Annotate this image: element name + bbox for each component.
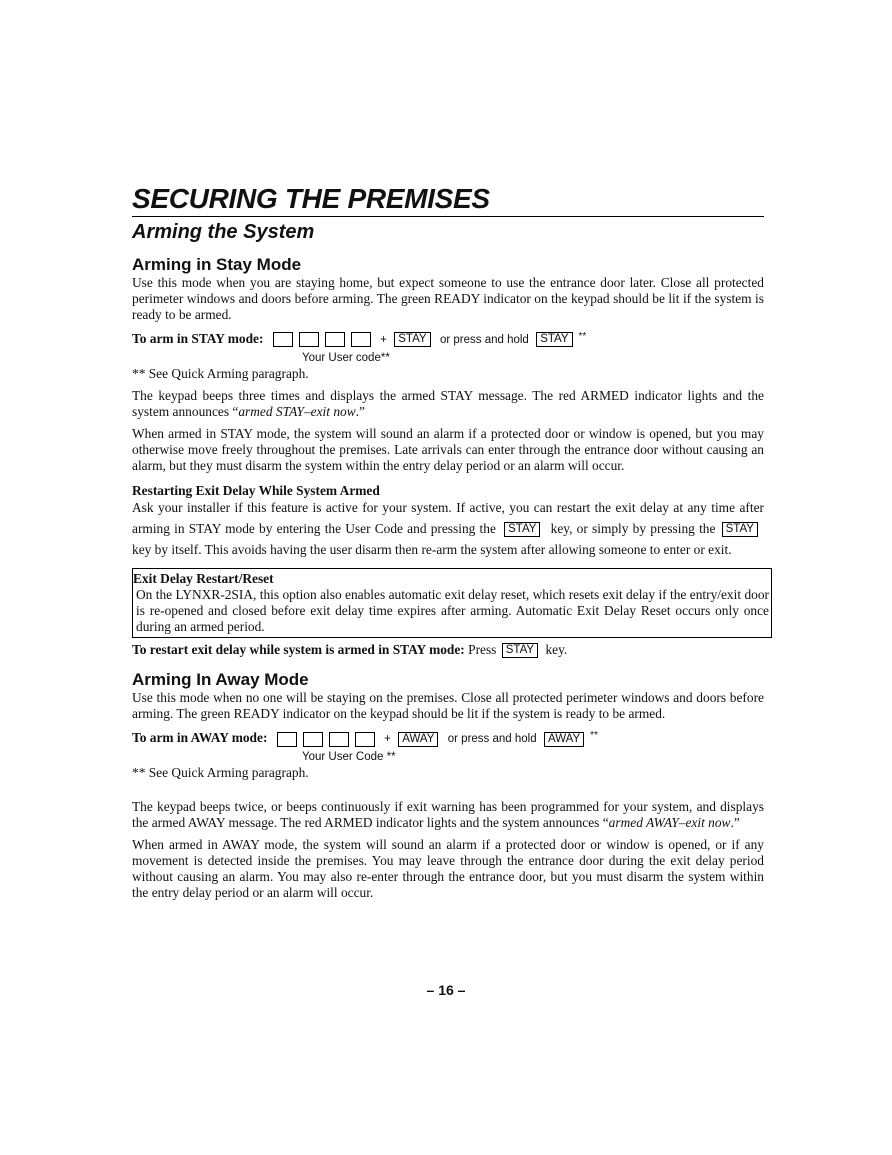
box-text: On the LYNXR-2SIA, this option also enables automatic exit delay reset, which resets exit delay if the entry/exit door is re-opened and closed before exit delay time expires after arming. Automatic Exit Delay Reset occurs only once during an armed period. <box>136 587 769 634</box>
stay-key-restart: STAY <box>502 643 538 658</box>
see-quick-arming-note: ** See Quick Arming paragraph. <box>132 765 309 781</box>
document-page <box>132 182 769 901</box>
double-asterisk: ** <box>578 331 587 342</box>
key-text: key. <box>545 642 568 657</box>
code-digit-box <box>329 732 349 747</box>
away-beeps-text <box>132 799 764 831</box>
stay-beeps-pre: The keypad beeps three times and displays the armed STAY message. The red ARMED indicator lights and the system announces “ <box>132 388 764 419</box>
away-arm-sequence <box>132 727 764 748</box>
plus-sign: + <box>380 334 387 346</box>
code-digit-box <box>277 732 297 747</box>
away-beeps-pre: The keypad beeps twice, or beeps continuously if exit warning has been programmed for your system, and displays the armed AWAY message. The red ARMED indicator lights and the system announces “ <box>132 799 764 831</box>
code-digit-box <box>325 332 345 347</box>
away-mode-heading: Arming In Away Mode <box>132 670 309 690</box>
page-number: – 16 – <box>426 982 466 998</box>
box-heading: Exit Delay Restart/Reset <box>133 571 274 586</box>
stay-beeps-post: .” <box>355 404 365 419</box>
restart-instruction-lead: To restart exit delay while system is armed in STAY mode: <box>132 642 465 657</box>
code-digit-box <box>355 732 375 747</box>
stay-key: STAY <box>394 332 430 347</box>
restart-text <box>132 497 764 560</box>
stay-arm-label: To arm in STAY mode: <box>132 331 264 346</box>
away-key: AWAY <box>398 732 438 747</box>
stay-alarm-text: When armed in STAY mode, the system will sound an alarm if a protected door or window is opened, but you may otherwise move freely throughout the premises. Late arrivals can enter through the entrance door without causing an alarm, but they must disarm the system within the entry delay period or an alarm will occur. <box>132 426 764 473</box>
away-alarm-text: When armed in AWAY mode, the system will sound an alarm if a protected door or window is opened, or if any movement is detected inside the premises. You may leave through the entrance door during the exit delay period without causing an alarm. You may also re-enter through the entrance door, but you must disarm the system within the entry delay period or an alarm will occur. <box>132 837 764 901</box>
restart-text-part3: key by itself. This avoids having the user disarm then re-arm the system after allowing someone to enter or exit. <box>132 542 732 557</box>
restart-heading: Restarting Exit Delay While System Armed <box>132 483 380 498</box>
stay-key-inline: STAY <box>722 522 758 537</box>
user-code-caption: Your User Code ** <box>302 751 396 764</box>
press-text: Press <box>468 642 497 657</box>
away-intro-text: Use this mode when no one will be staying on the premises. Close all protected perimeter windows and doors before arming. The green READY indicator on the keypad should be lit if the system is ready to be armed. <box>132 690 764 722</box>
code-digit-box <box>351 332 371 347</box>
stay-intro-text: Use this mode when you are staying home, but expect someone to use the entrance door later. Close all protected perimeter windows and doors before arming. The green READY indicator on the keypad should be lit if the system is ready to be armed. <box>132 275 764 322</box>
user-code-caption: Your User code** <box>302 352 390 364</box>
away-announcement: armed AWAY–exit now <box>608 815 731 831</box>
page-title: SECURING THE PREMISES <box>132 182 764 217</box>
code-digit-box <box>299 332 319 347</box>
stay-key-hold: STAY <box>536 332 572 347</box>
plus-sign: + <box>384 733 391 746</box>
away-arm-label: To arm in AWAY mode: <box>132 730 268 746</box>
stay-arm-sequence <box>132 328 764 349</box>
or-press-hold-text: or press and hold <box>439 334 529 346</box>
stay-mode-heading: Arming in Stay Mode <box>132 255 302 274</box>
away-beeps-post: .” <box>730 815 740 831</box>
away-key-hold: AWAY <box>544 732 584 747</box>
stay-key-inline: STAY <box>504 522 540 537</box>
stay-announcement: armed STAY–exit now <box>238 404 356 419</box>
code-digit-box <box>273 332 293 347</box>
exit-delay-reset-box <box>132 568 772 638</box>
double-asterisk: ** <box>590 730 598 742</box>
code-digit-box <box>303 732 323 747</box>
see-quick-arming-note: ** See Quick Arming paragraph. <box>132 366 309 381</box>
restart-text-part2: key, or simply by pressing the <box>550 521 716 536</box>
restart-text-part1: Ask your installer if this feature is active for your system. If active, you can restart the exit delay at any time after arming in STAY mode by entering the User Code and pressing the <box>132 500 764 536</box>
stay-beeps-text <box>132 388 764 420</box>
or-press-hold-text: or press and hold <box>447 733 537 746</box>
restart-instruction <box>132 642 764 658</box>
section-subtitle: Arming the System <box>132 221 315 243</box>
